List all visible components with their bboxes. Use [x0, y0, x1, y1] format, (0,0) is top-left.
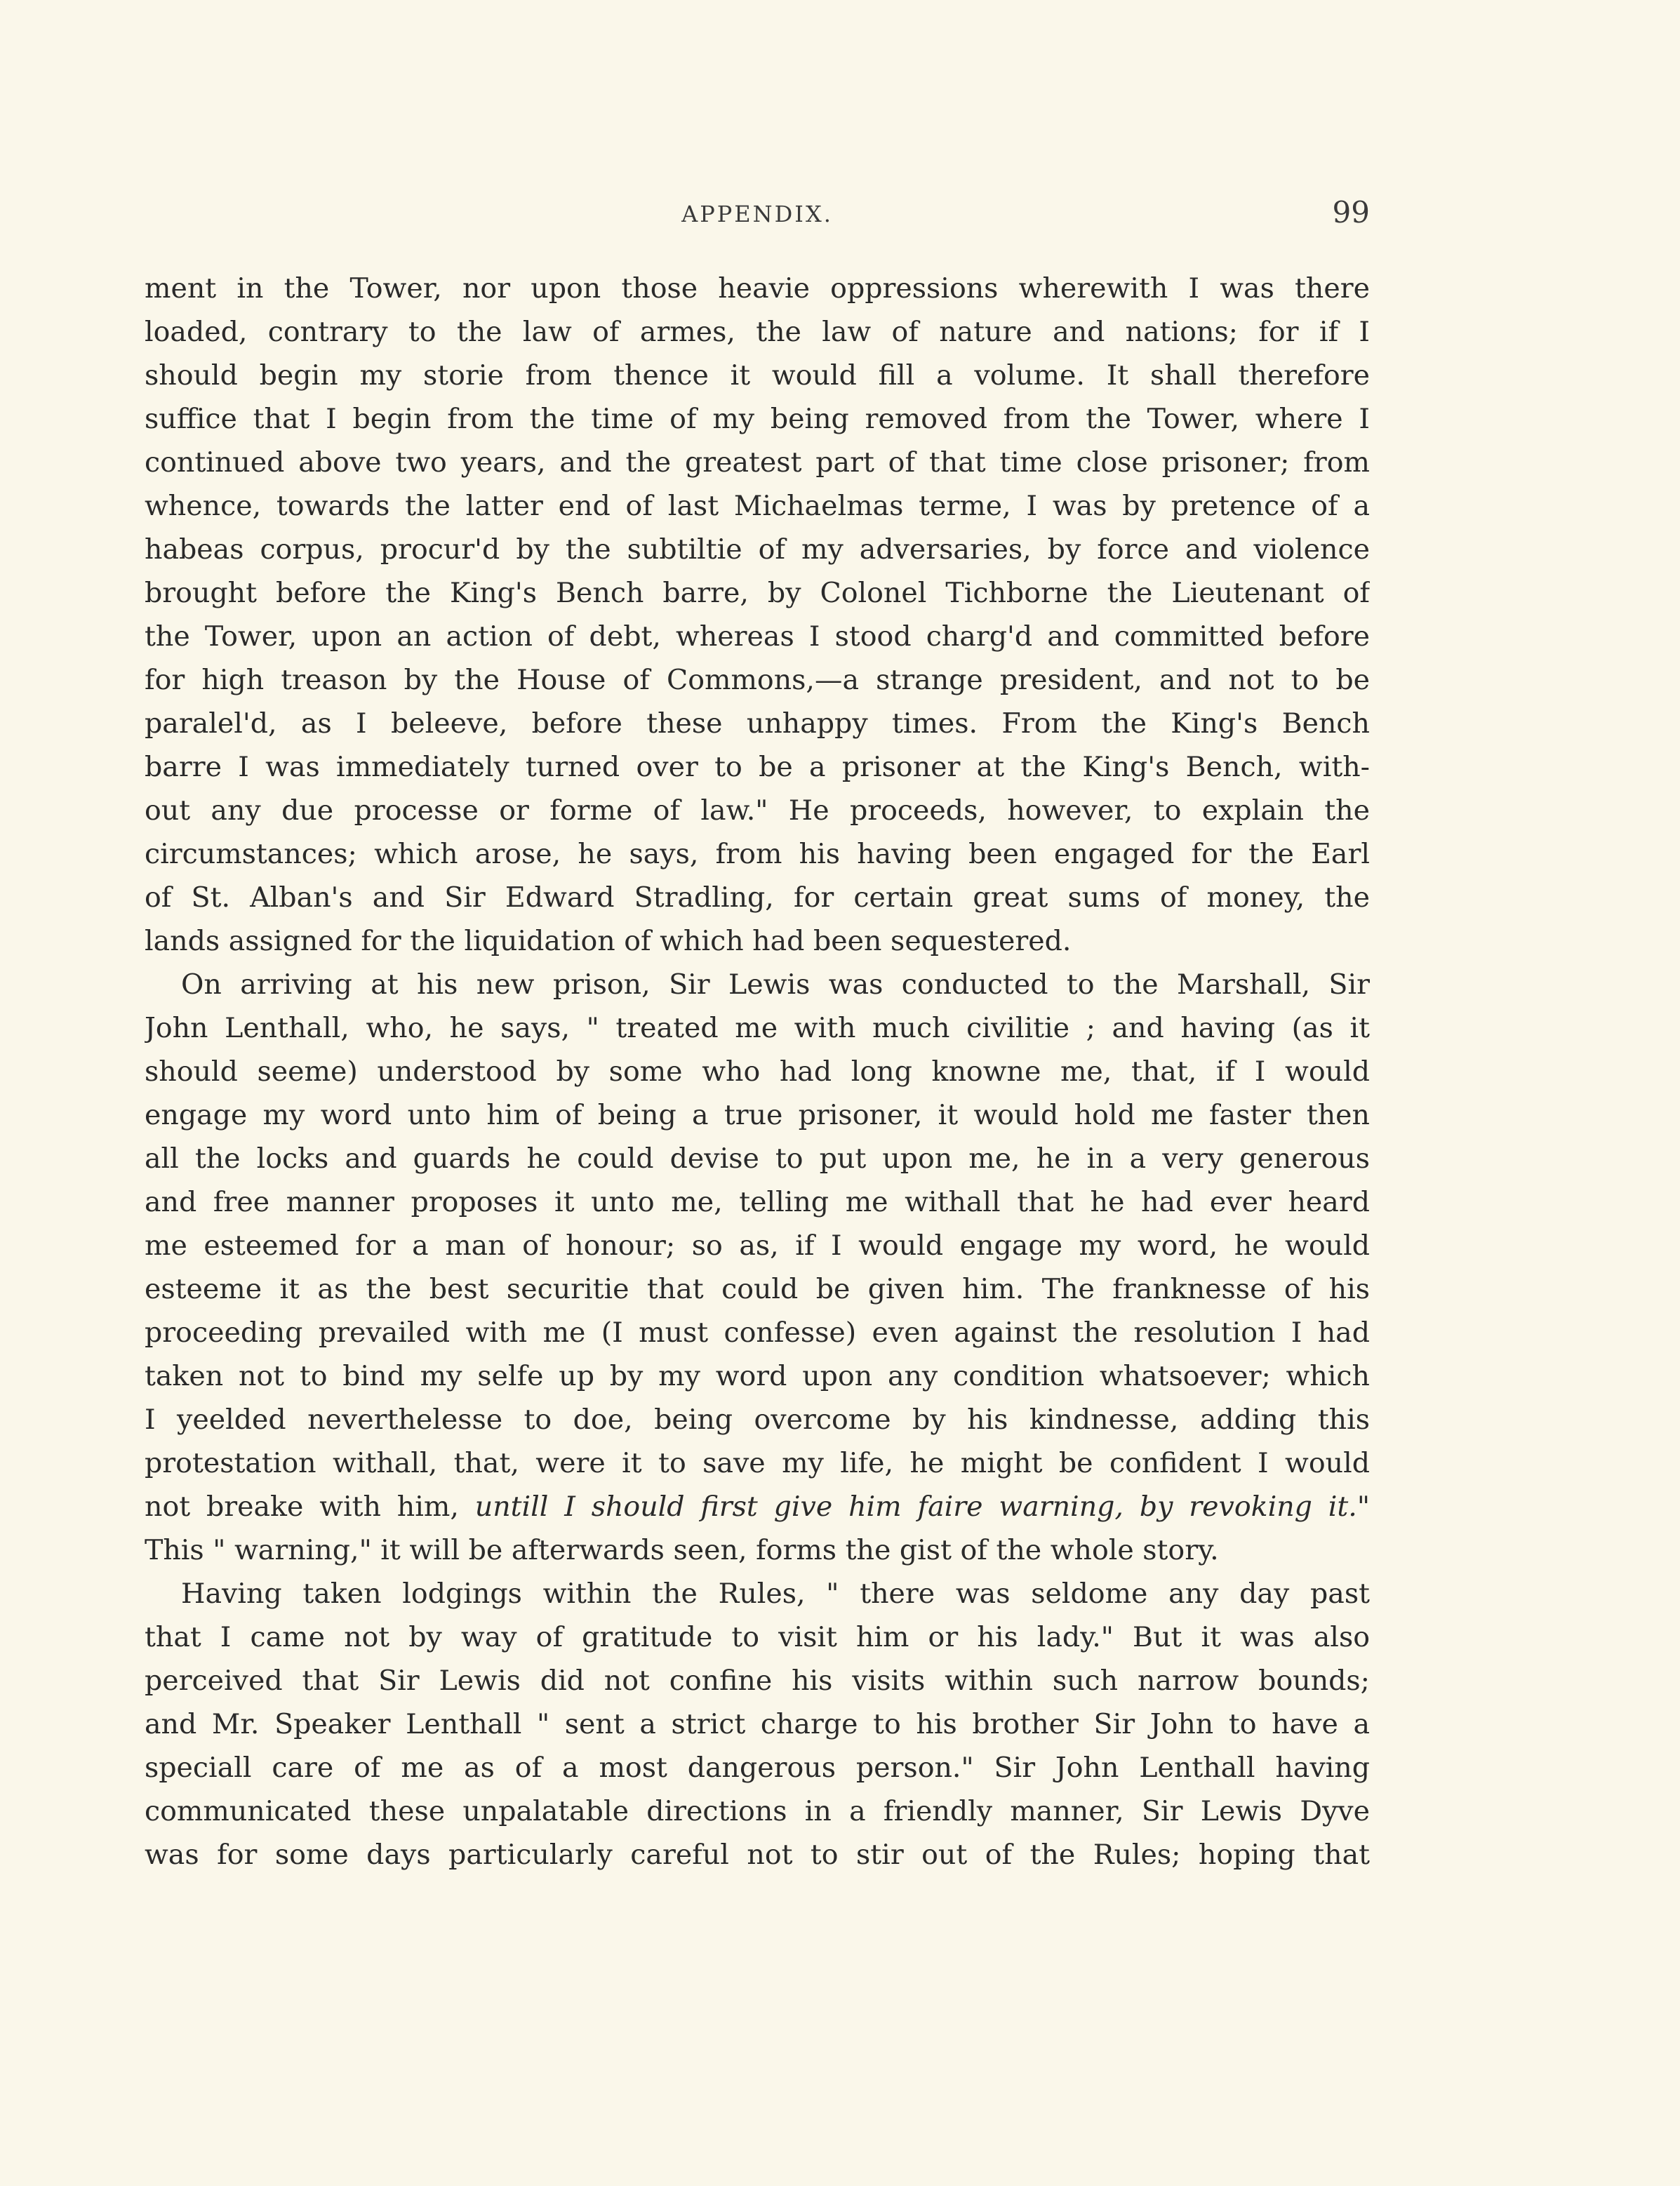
text-line: and Mr. Speaker Lenthall " sent a strict charge to his brother Sir John to have a [145, 1708, 1370, 1740]
text-line: whence, towards the latter end of last Michaelmas terme, I was by pretence of a [145, 490, 1370, 522]
text-line: lands assigned for the liquidation of which had been sequestered. [145, 925, 1072, 957]
text-line: esteeme it as the best securitie that could be given him. The franknesse of his [145, 1273, 1370, 1305]
text-line: habeas corpus, procur'd by the subtiltie of my adversaries, by force and violence [145, 533, 1370, 566]
text-line: out any due processe or forme of law." He proceeds, however, to explain the [145, 794, 1370, 827]
text-line: should begin my storie from thence it would fill a volume. It shall therefore [145, 359, 1370, 392]
page-header [145, 195, 1370, 237]
text-line: and free manner proposes it unto me, telling me withall that he had ever heard [145, 1186, 1370, 1218]
text-line: was for some days particularly careful not to stir out of the Rules; hoping that [145, 1839, 1370, 1871]
page-number: 99 [1332, 195, 1370, 229]
text-line: I yeelded neverthelesse to doe, being overcome by his kindnesse, adding this [145, 1404, 1370, 1436]
text-line: the Tower, upon an action of debt, whereas I stood charg'd and committed before [145, 620, 1370, 653]
text-line: that I came not by way of gratitude to visit him or his lady." But it was also [145, 1621, 1370, 1653]
text-segment: not breake with him, [145, 1491, 475, 1523]
text-line: should seeme) understood by some who had long knowne me, that, if I would [145, 1055, 1370, 1088]
text-line: ment in the Tower, nor upon those heavie oppressions wherewith I was there [145, 272, 1370, 305]
text-line: This " warning," it will be afterwards seen, forms the gist of the whole story. [145, 1534, 1219, 1566]
text-line: taken not to bind my selfe up by my word upon any condition whatsoever; which [145, 1360, 1370, 1392]
text-line: protestation withall, that, were it to save my life, he might be confident I would [145, 1447, 1370, 1479]
text-line: paralel'd, as I beleeve, before these unhappy times. From the King's Bench [145, 707, 1370, 740]
text-line: brought before the King's Bench barre, by Colonel Tichborne the Lieutenant of [145, 577, 1370, 609]
text-line: loaded, contrary to the law of armes, the law of nature and nations; for if I [145, 316, 1370, 348]
text-line: engage my word unto him of being a true prisoner, it would hold me faster then [145, 1099, 1370, 1131]
text-line: of St. Alban's and Sir Edward Stradling, for certain great sums of money, the [145, 881, 1370, 914]
text-line: perceived that Sir Lewis did not confine his visits within such narrow bounds; [145, 1665, 1370, 1697]
text-line: communicated these unpalatable directions in a friendly manner, Sir Lewis Dyve [145, 1795, 1370, 1827]
text-line: circumstances; which arose, he says, from his having been engaged for the Earl [145, 838, 1370, 870]
text-line: John Lenthall, who, he says, " treated me with much civilitie ; and having (as it [145, 1012, 1370, 1044]
text-line: speciall care of me as of a most dangerous person." Sir John Lenthall having [145, 1752, 1370, 1784]
italic-phrase: untill I should first give him faire warning, by revoking it." [474, 1491, 1370, 1523]
paragraph-first-line: Having taken lodgings within the Rules, " there was seldome any day past [181, 1578, 1370, 1610]
running-head: APPENDIX. [681, 201, 833, 227]
text-line: me esteemed for a man of honour; so as, if I would engage my word, he would [145, 1229, 1370, 1262]
text-line: all the locks and guards he could devise to put upon me, he in a very generous [145, 1142, 1370, 1175]
text-line: proceeding prevailed with me (I must confesse) even against the resolution I had [145, 1317, 1370, 1349]
text-line-with-italics [145, 1485, 1370, 1528]
text-line: barre I was immediately turned over to be a prisoner at the King's Bench, with- [145, 751, 1370, 783]
text-line: suffice that I begin from the time of my being removed from the Tower, where I [145, 403, 1370, 435]
text-line: continued above two years, and the greatest part of that time close prisoner; from [145, 446, 1370, 479]
text-line: for high treason by the House of Commons,—a strange president, and not to be [145, 664, 1370, 696]
paragraph-first-line: On arriving at his new prison, Sir Lewis was conducted to the Marshall, Sir [181, 968, 1370, 1001]
